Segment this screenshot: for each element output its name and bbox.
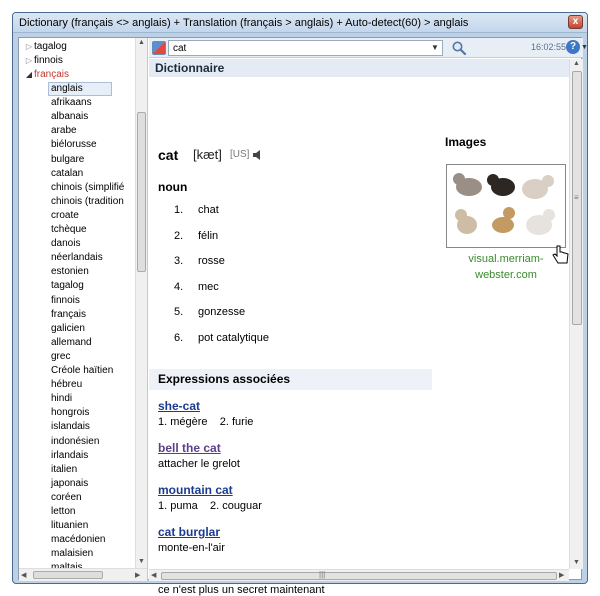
tree-child-item[interactable]: irlandais (51, 449, 89, 461)
tree-item-label: tagalog (34, 41, 67, 52)
scroll-thumb[interactable] (33, 571, 103, 579)
speaker-icon[interactable] (253, 150, 263, 160)
tree-child-item[interactable]: biélorusse (51, 139, 97, 151)
scroll-up-arrow-icon[interactable]: ▲ (573, 60, 580, 67)
tree-child-item[interactable]: français (51, 308, 87, 320)
tree-child-item[interactable]: macédonien (51, 534, 106, 546)
tree-child-item[interactable]: néerlandais (51, 252, 103, 264)
tree-child-item[interactable]: italien (51, 463, 78, 475)
translation-number: 5. (174, 306, 184, 318)
tree-child-item[interactable]: arabe (51, 125, 77, 137)
translation-text: félin (198, 229, 219, 242)
tree-child-item[interactable]: galicien (51, 322, 85, 334)
hand-cursor-icon (552, 245, 570, 265)
scroll-right-arrow-icon[interactable]: ▶ (559, 572, 565, 579)
tree-child-item[interactable]: indonésien (51, 435, 100, 447)
scroll-thumb[interactable] (137, 112, 146, 272)
dictionary-window (12, 12, 588, 596)
translation-number: 3. (174, 255, 184, 267)
expression-definition: ce n'est plus un secret maintenant (158, 584, 325, 596)
tree-child-item[interactable]: grec (51, 350, 71, 362)
expression-link[interactable]: she-cat (158, 399, 201, 413)
translation-number: 4. (174, 280, 184, 293)
grip-icon: ≡ (574, 193, 579, 202)
grip-icon: ||| (319, 570, 326, 579)
language-tree (19, 38, 148, 581)
images-title: Images (445, 135, 487, 149)
tree-item-tagalog[interactable] (19, 40, 135, 54)
collapse-arrow-icon[interactable]: ◢ (25, 70, 33, 79)
translation-text: chat (198, 204, 219, 216)
tree-child-item[interactable]: tagalog (51, 280, 84, 292)
search-toolbar (149, 38, 588, 58)
tree-child-item[interactable]: Créole haïtien (51, 365, 114, 376)
tree-child-item[interactable]: lituanien (51, 520, 89, 532)
content-horizontal-scrollbar[interactable] (149, 569, 569, 581)
expression-definition: 1. puma 2. couguar (158, 500, 262, 512)
pronunciation: [kæt] (193, 147, 222, 162)
translation-text: pot catalytique (198, 331, 269, 344)
tree-child-item[interactable]: chinois (tradition (51, 195, 124, 207)
scroll-right-arrow-icon[interactable]: ▶ (135, 572, 141, 579)
search-icon[interactable] (451, 40, 467, 56)
tree-child-item[interactable]: hongrois (51, 407, 90, 419)
tree-child-item[interactable]: hindi (51, 393, 73, 405)
search-input[interactable] (168, 40, 443, 56)
expression-definition: attacher le grelot (158, 458, 240, 470)
tree-child-item[interactable]: islandais (51, 421, 90, 433)
tree-child-item[interactable]: bulgare (51, 153, 85, 165)
scroll-down-arrow-icon[interactable]: ▼ (573, 559, 580, 566)
dictionary-content (149, 59, 569, 596)
translation-number: 6. (174, 331, 184, 344)
scroll-down-arrow-icon[interactable]: ▼ (138, 558, 145, 565)
tree-child-item[interactable]: croate (51, 209, 79, 221)
tree-child-item[interactable]: tchèque (51, 224, 87, 235)
content-vertical-scrollbar[interactable] (569, 59, 583, 569)
translation-text: mec (198, 280, 219, 293)
help-dropdown-arrow-icon[interactable]: ▼ (581, 44, 588, 51)
expression-link[interactable]: bell the cat (158, 441, 221, 455)
tree-item-label: français (34, 69, 70, 80)
tree-child-item[interactable]: finnois (51, 294, 80, 306)
headword: cat (158, 147, 179, 163)
expression-definition: 1. mégère 2. furie (158, 416, 254, 428)
tree-horizontal-scrollbar[interactable] (19, 568, 147, 581)
scroll-left-arrow-icon[interactable]: ◀ (21, 572, 27, 579)
expression-link[interactable]: mountain cat (158, 483, 233, 497)
help-icon[interactable]: ? (566, 40, 580, 54)
title-bar[interactable] (13, 13, 587, 33)
cat-thumbnail-picture (447, 165, 565, 247)
tree-child-item[interactable]: catalan (51, 167, 84, 179)
translation-number: 2. (174, 229, 184, 242)
tree-child-item[interactable]: afrikaans (51, 97, 92, 109)
tree-child-item[interactable]: anglais (48, 82, 112, 96)
tree-child-item[interactable]: japonais (51, 477, 89, 489)
translation-text: rosse (198, 255, 225, 267)
tree-child-item[interactable]: coréen (51, 491, 82, 503)
tree-child-item[interactable]: danois (51, 238, 81, 250)
tree-child-item[interactable]: allemand (51, 336, 92, 348)
scroll-thumb[interactable] (161, 572, 557, 580)
dictionary-section-title: Dictionnaire (149, 59, 569, 77)
client-area (18, 37, 588, 596)
tree-item-francais[interactable] (19, 68, 135, 82)
expand-arrow-icon[interactable]: ▷ (25, 42, 33, 51)
tree-child-item[interactable]: malaisien (51, 548, 94, 560)
expression-link[interactable]: cat burglar (158, 525, 221, 539)
app-logo-icon[interactable] (152, 41, 166, 55)
tree-child-item[interactable]: letton (51, 506, 76, 517)
tree-child-item[interactable]: hébreu (51, 379, 83, 391)
translation-number: 1. (174, 204, 184, 216)
part-of-speech: noun (158, 180, 188, 194)
scroll-left-arrow-icon[interactable]: ◀ (151, 572, 157, 579)
tree-item-finnois[interactable] (19, 54, 135, 68)
clock-text: 16:02:55 (531, 42, 567, 52)
close-button[interactable]: x (568, 15, 583, 29)
translation-text: gonzesse (198, 306, 246, 318)
image-source-link[interactable]: visual.merriam-webster.com (468, 253, 544, 281)
history-dropdown-arrow-icon[interactable]: ▼ (431, 43, 439, 52)
expand-arrow-icon[interactable]: ▷ (25, 56, 33, 65)
expression-definition: monte-en-l'air (158, 542, 225, 554)
scroll-up-arrow-icon[interactable]: ▲ (138, 39, 145, 46)
region-label: [US] (230, 149, 250, 160)
tree-item-label: finnois (34, 55, 63, 66)
window-title: Dictionary (français <> anglais) + Translation (français > anglais) + Auto-detect(60) > anglais (19, 17, 469, 29)
cat-breeds-image[interactable] (446, 164, 566, 248)
tree-child-item[interactable]: estonien (51, 266, 89, 278)
related-expressions-title: Expressions associées (149, 369, 432, 390)
tree-vertical-scrollbar[interactable] (135, 38, 147, 568)
tree-child-item[interactable]: chinois (simplifié (51, 181, 125, 193)
tree-child-item[interactable]: albanais (51, 111, 89, 123)
